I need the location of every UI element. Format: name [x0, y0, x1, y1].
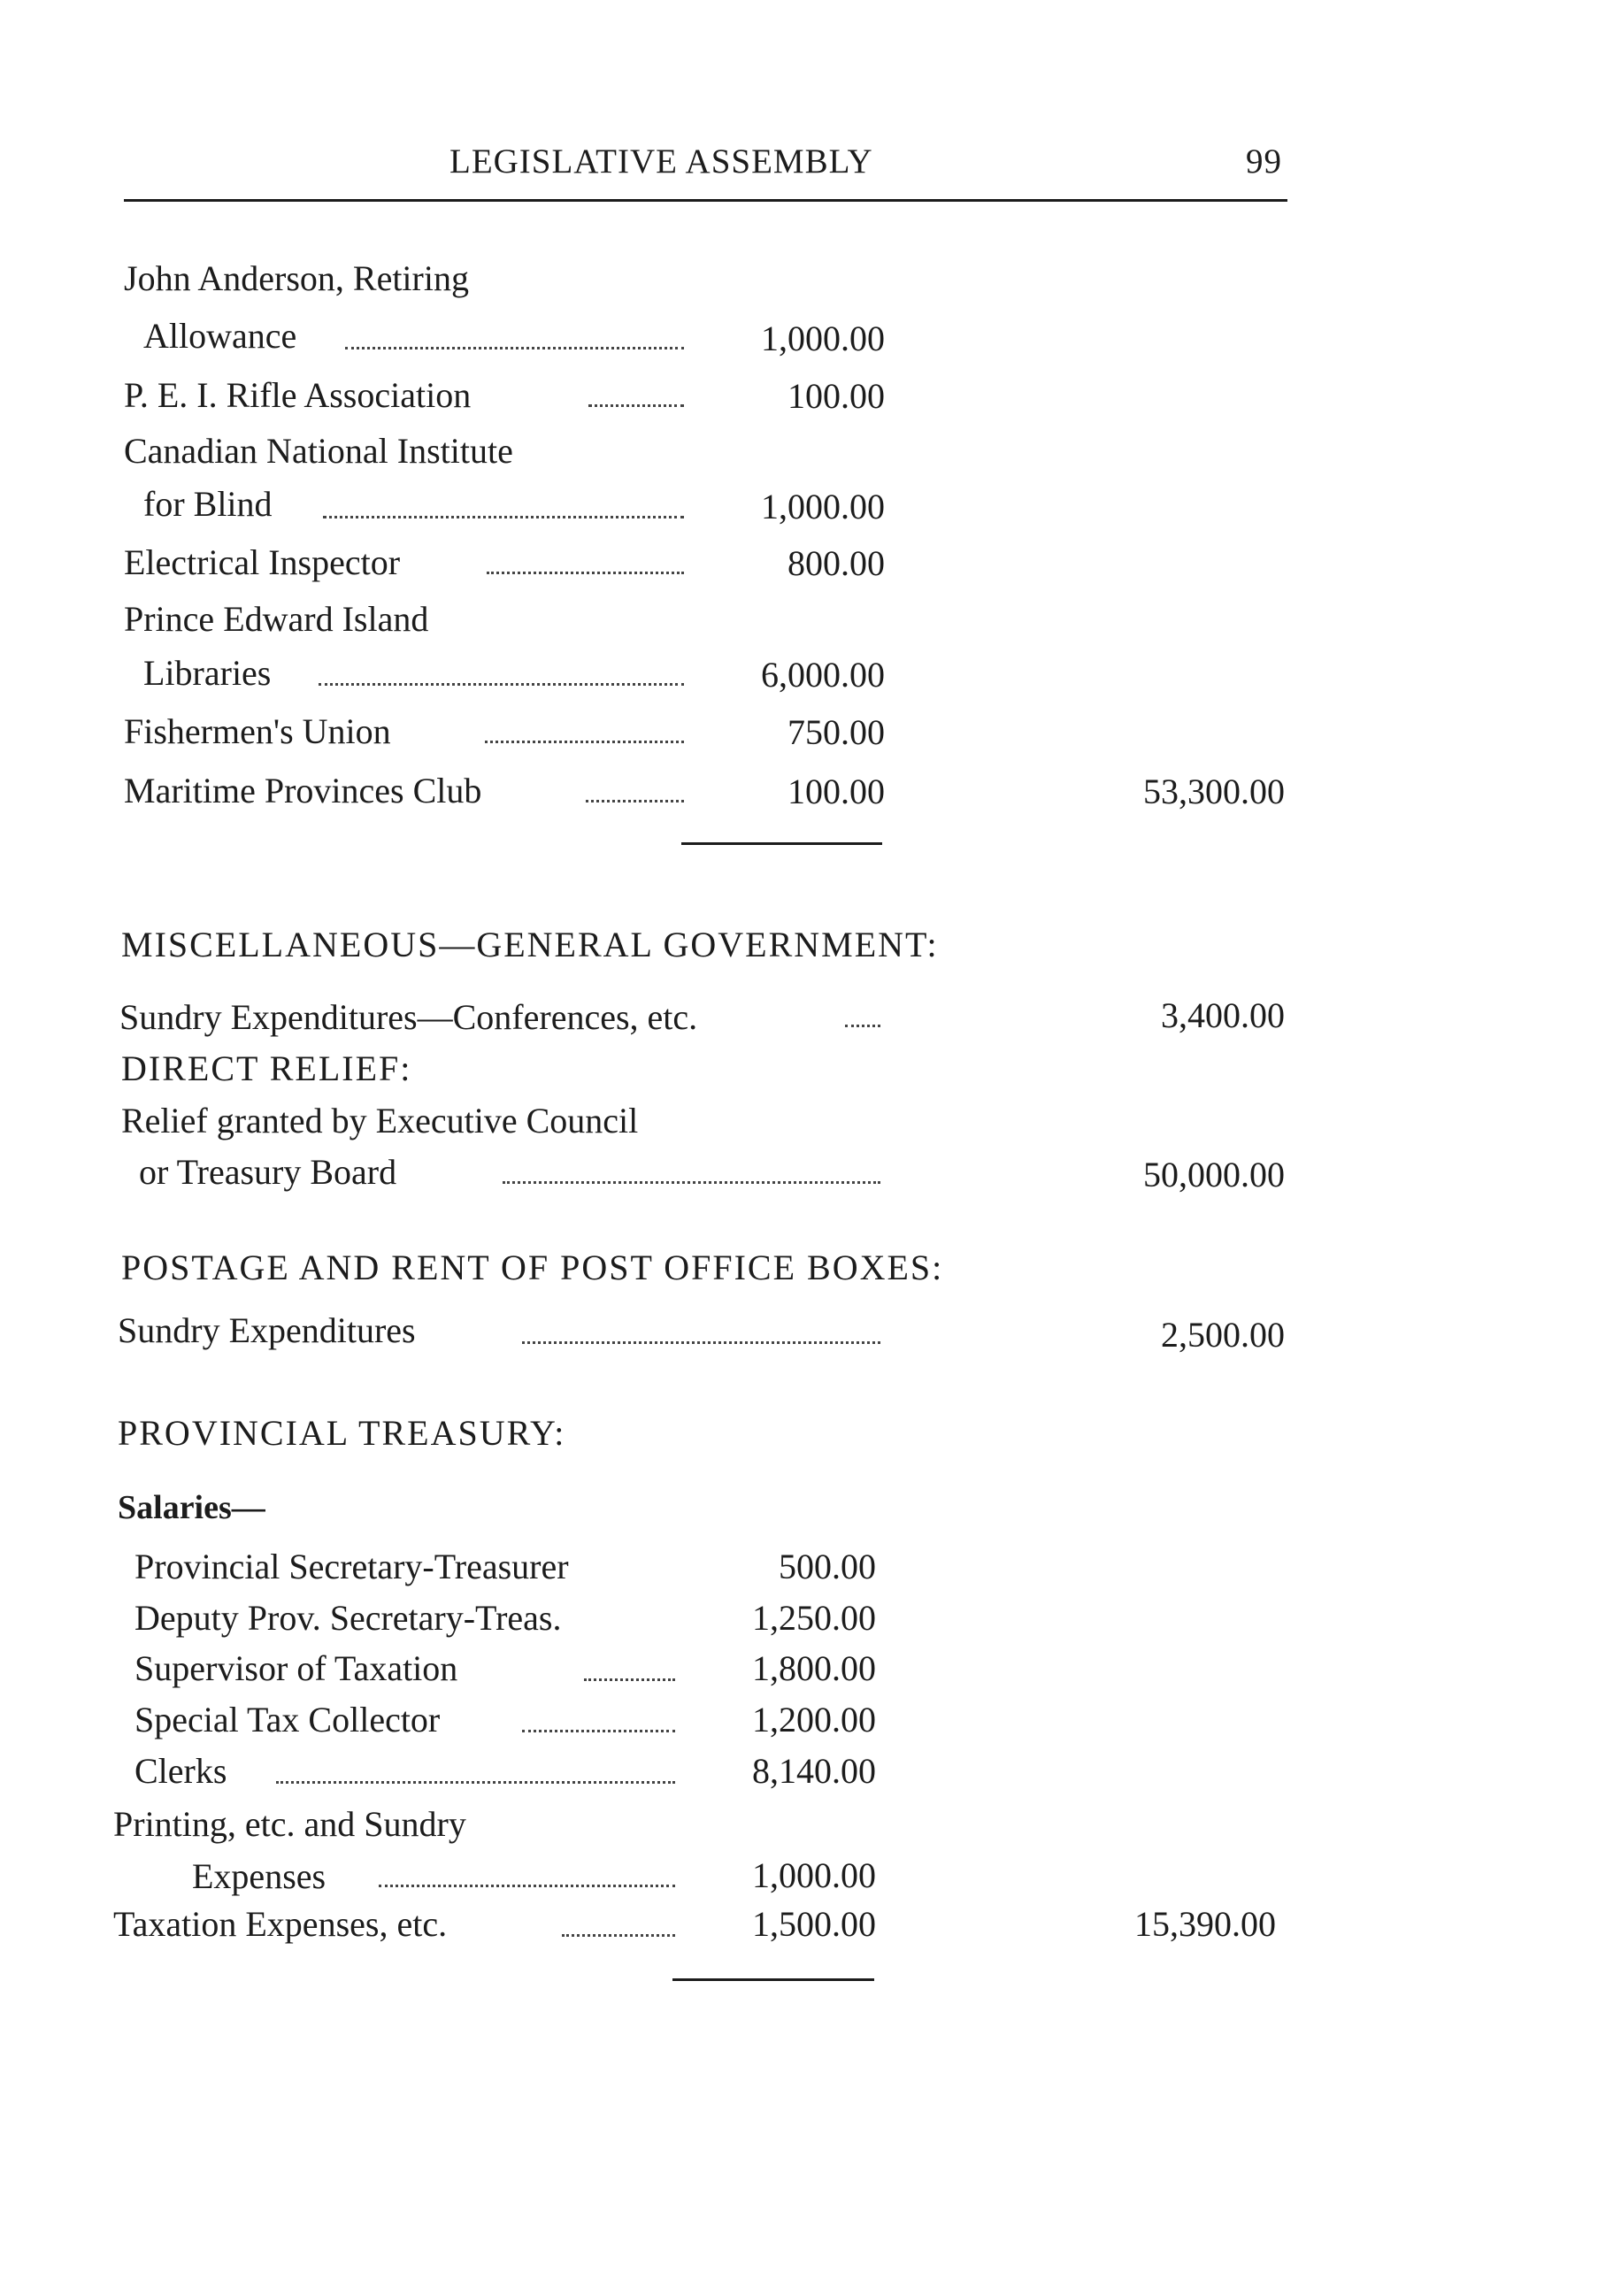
- postage-total: 2,500.00: [1161, 1315, 1285, 1355]
- misc-heading: MISCELLANEOUS—GENERAL GOVERNMENT:: [121, 925, 939, 964]
- printing-amount: 1,000.00: [752, 1855, 876, 1895]
- salary-item-amount: 1,200.00: [752, 1700, 876, 1739]
- grant-john-anderson-line2: Allowance: [143, 316, 297, 356]
- grant-cnib-amount: 1,000.00: [761, 487, 885, 526]
- printing-line1: Printing, etc. and Sundry: [113, 1804, 466, 1844]
- relief-line2: or Treasury Board: [139, 1152, 397, 1192]
- leader-dots: [522, 1341, 880, 1344]
- grant-maritime-amount: 100.00: [787, 772, 885, 811]
- leader-dots: [845, 1025, 880, 1027]
- grant-john-anderson-amount: 1,000.00: [761, 319, 885, 358]
- salary-item-label: Special Tax Collector: [134, 1700, 441, 1739]
- salary-item-amount: 1,250.00: [752, 1598, 876, 1638]
- salary-item-amount: 1,800.00: [752, 1648, 876, 1688]
- salary-item-label: Deputy Prov. Secretary-Treas.: [134, 1598, 562, 1638]
- misc-sundry-label: Sundry Expenditures—Conferences, etc.: [119, 997, 698, 1037]
- treasury-heading: PROVINCIAL TREASURY:: [118, 1413, 566, 1453]
- relief-line1: Relief granted by Executive Council: [121, 1101, 639, 1140]
- grant-cnib-line2: for Blind: [143, 484, 273, 524]
- grant-libraries-line2: Libraries: [143, 653, 272, 693]
- grant-electrical-label: Electrical Inspector: [124, 542, 401, 582]
- leader-dots: [379, 1885, 675, 1887]
- leader-dots: [584, 1678, 675, 1681]
- salary-item-amount: 8,140.00: [752, 1751, 876, 1791]
- leader-dots: [522, 1730, 675, 1732]
- leader-dots: [503, 1181, 880, 1184]
- grant-cnib-line1: Canadian National Institute: [124, 431, 513, 471]
- leader-dots: [276, 1781, 675, 1784]
- grant-maritime-label: Maritime Provinces Club: [124, 771, 482, 810]
- grant-rifle-label: P. E. I. Rifle Association: [124, 375, 472, 415]
- relief-total: 50,000.00: [1143, 1155, 1285, 1194]
- grant-electrical-amount: 800.00: [787, 543, 885, 583]
- leader-dots: [319, 683, 684, 686]
- leader-dots: [487, 572, 684, 574]
- printing-line2: Expenses: [192, 1856, 327, 1896]
- salaries-heading: Salaries—: [118, 1489, 265, 1526]
- salary-item-label: Provincial Secretary-Treasurer: [134, 1547, 569, 1586]
- subtotal-rule: [681, 842, 882, 845]
- grant-john-anderson-line1: John Anderson, Retiring: [124, 258, 469, 298]
- grant-libraries-amount: 6,000.00: [761, 655, 885, 695]
- grants-total: 53,300.00: [1143, 772, 1285, 811]
- leader-dots: [485, 741, 684, 743]
- leader-dots: [586, 800, 684, 802]
- taxation-label: Taxation Expenses, etc.: [113, 1904, 448, 1944]
- postage-label: Sundry Expenditures: [118, 1310, 416, 1350]
- header-rule: [124, 199, 1287, 202]
- salary-item-label: Clerks: [134, 1751, 227, 1791]
- misc-sundry-total: 3,400.00: [1161, 995, 1285, 1035]
- leader-dots: [562, 1934, 675, 1937]
- postage-heading: POSTAGE AND RENT OF POST OFFICE BOXES:: [121, 1248, 944, 1287]
- taxation-amount: 1,500.00: [752, 1904, 876, 1944]
- salary-item-amount: 500.00: [779, 1547, 876, 1586]
- salary-item-label: Supervisor of Taxation: [134, 1648, 458, 1688]
- treasury-total: 15,390.00: [1134, 1904, 1276, 1944]
- page-number: 99: [1246, 142, 1282, 180]
- leader-dots: [323, 516, 684, 518]
- grant-fishermen-label: Fishermen's Union: [124, 711, 391, 751]
- page-title: LEGISLATIVE ASSEMBLY: [449, 142, 873, 180]
- grant-fishermen-amount: 750.00: [787, 712, 885, 752]
- direct-relief-heading: DIRECT RELIEF:: [121, 1048, 412, 1088]
- grant-libraries-line1: Prince Edward Island: [124, 599, 429, 639]
- leader-dots: [588, 404, 684, 407]
- grant-rifle-amount: 100.00: [787, 376, 885, 416]
- leader-dots: [345, 347, 684, 349]
- subtotal-rule: [672, 1978, 874, 1981]
